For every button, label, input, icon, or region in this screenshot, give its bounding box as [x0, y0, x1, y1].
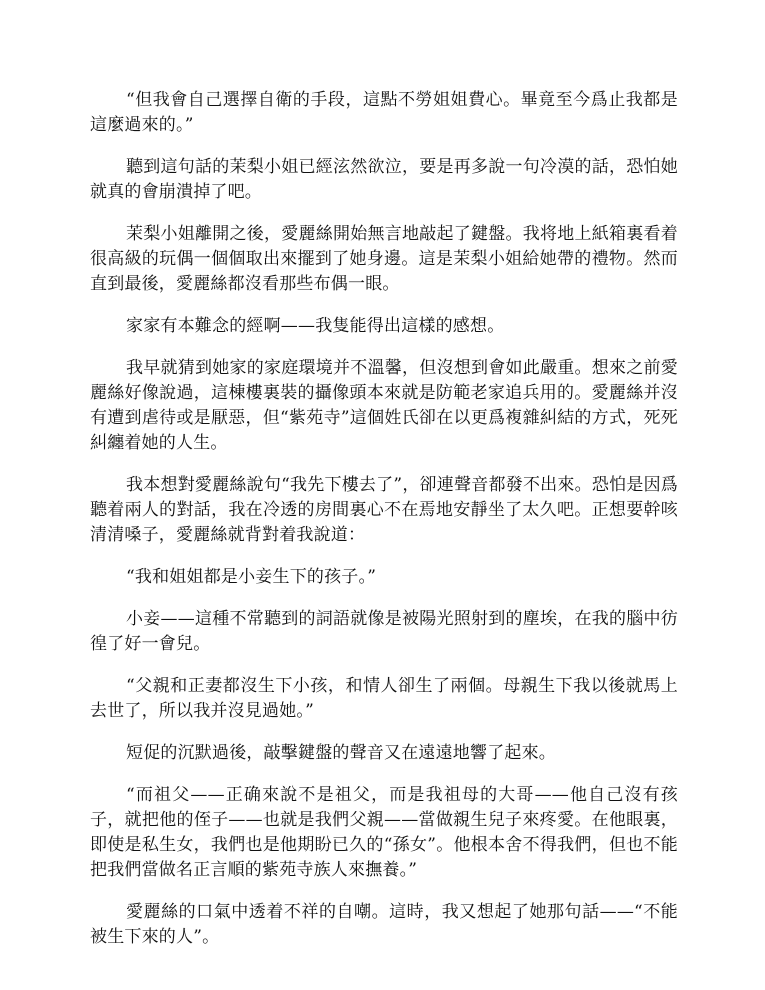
paragraph-6: 我本想對愛麗絲說句“我先下樓去了”，卻連聲音都發不出來。恐怕是因爲聽着兩人的對話，我在冷透的房間裏心不在焉地安靜坐了太久吧。正想要幹咳清清嗓子，愛麗絲就背對着我說道：: [90, 475, 678, 545]
paragraph-1: “但我會自己選擇自衛的手段，這點不勞姐姐費心。畢竟至今爲止我都是這麼過來的。”: [90, 90, 678, 135]
paragraph-5: 我早就猜到她家的家庭環境并不溫馨，但沒想到會如此嚴重。想來之前愛麗絲好像說過，這棟樓裏裝的攝像頭本來就是防範老家追兵用的。愛麗絲并沒有遭到虐待或是厭惡，但“紫苑寺”這個姓氏卻在以更爲複雜糾結的方式，死死糾纏着她的人生。: [90, 358, 678, 453]
paragraph-7: “我和姐姐都是小妾生下的孩子。”: [126, 567, 377, 587]
paragraph-10: 短促的沉默過後，敲擊鍵盤的聲音又在遠遠地響了起來。: [126, 743, 556, 763]
paragraph-8: 小妾——這種不常聽到的詞語就像是被陽光照射到的塵埃，在我的腦中彷徨了好一會兒。: [90, 609, 678, 654]
paragraph-2: 聽到這句話的茉梨小姐已經泫然欲泣，要是再多說一句冷漠的話，恐怕她就真的會崩潰掉了吧。: [90, 157, 678, 202]
paragraph-3: 茉梨小姐離開之後，愛麗絲開始無言地敲起了鍵盤。我将地上紙箱裏看着很高級的玩偶一個個取出來擺到了她身邊。這是茉梨小姐給她帶的禮物。然而直到最後，愛麗絲都沒看那些布偶一眼。: [90, 224, 678, 294]
paragraph-9: “父親和正妻都沒生下小孩，和情人卻生了兩個。母親生下我以後就馬上去世了，所以我并沒見過她。”: [90, 676, 678, 721]
paragraph-4: 家家有本難念的經啊——我隻能得出這樣的感想。: [126, 316, 505, 336]
document-page: [90, 88, 678, 967]
paragraph-11: “而祖父——正确來說不是祖父，而是我祖母的大哥——他自己沒有孩子，就把他的侄子——也就是我們父親——當做親生兒子來疼愛。在他眼裏，即使是私生女，我們也是他期盼已久的“孫女”。他根本舍不得我們，但也不能把我們當做名正言順的紫苑寺族人來撫養。”: [90, 785, 678, 880]
paragraph-12: 愛麗絲的口氣中透着不祥的自嘲。這時，我又想起了她那句話——“不能被生下來的人”。: [90, 902, 678, 947]
